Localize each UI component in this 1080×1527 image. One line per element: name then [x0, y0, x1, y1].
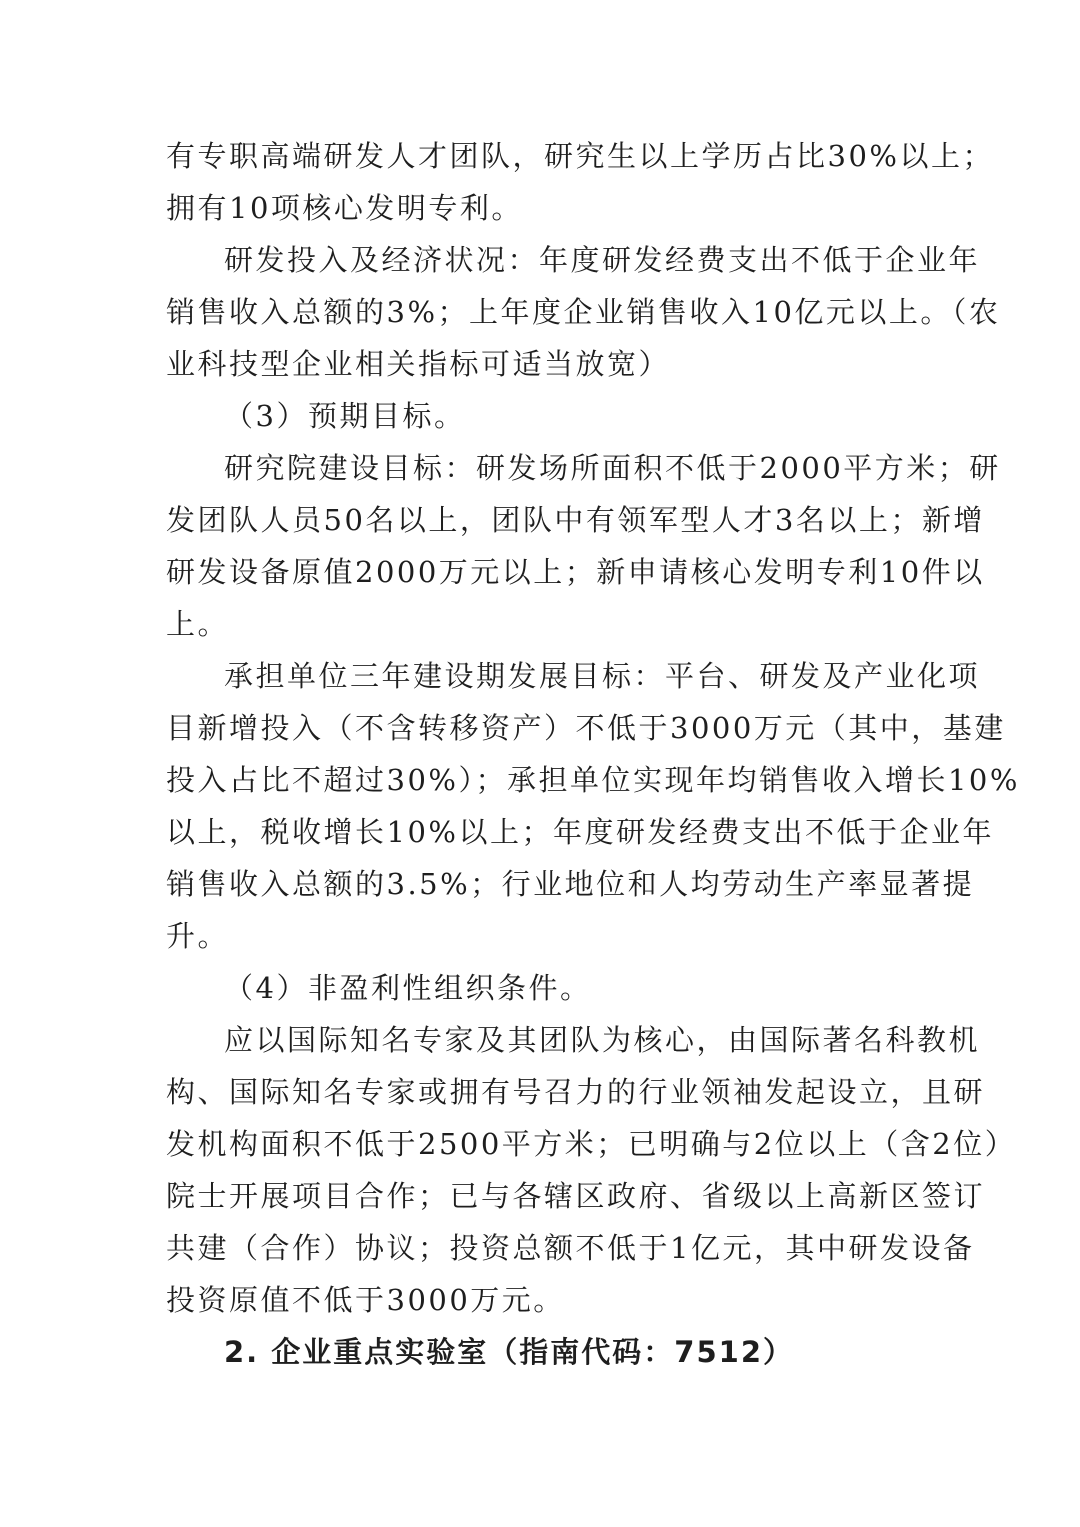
- paragraph-line: 销售收入总额的3%；上年度企业销售收入10亿元以上。（农: [166, 295, 1001, 329]
- paragraph-line: 院士开展项目合作；已与各辖区政府、省级以上高新区签订: [166, 1179, 986, 1213]
- paragraph-line: 承担单位三年建设期发展目标：平台、研发及产业化项: [224, 659, 981, 693]
- paragraph-line: 研发设备原值2000万元以上；新申请核心发明专利10件以: [166, 555, 985, 589]
- paragraph-line: 发团队人员50名以上，团队中有领军型人才3名以上；新增: [166, 503, 985, 537]
- section-subtitle: （3）预期目标。: [224, 399, 466, 433]
- paragraph-line: 共建（合作）协议；投资总额不低于1亿元，其中研发设备: [166, 1231, 975, 1265]
- paragraph-line: 上。: [166, 607, 230, 641]
- paragraph-line: 研发投入及经济状况：年度研发经费支出不低于企业年: [224, 243, 981, 277]
- document-body: [166, 130, 1020, 1378]
- paragraph-line: 销售收入总额的3.5%；行业地位和人均劳动生产率显著提: [166, 867, 975, 901]
- paragraph-line: 构、国际知名专家或拥有号召力的行业领袖发起设立，且研: [166, 1075, 986, 1109]
- paragraph-line: 目新增投入（不含转移资产）不低于3000万元（其中，基建: [166, 711, 1006, 745]
- paragraph-line: 发机构面积不低于2500平方米；已明确与2位以上（含2位）: [166, 1127, 1017, 1161]
- paragraph-line: 研究院建设目标：研发场所面积不低于2000平方米；研: [224, 451, 1001, 485]
- paragraph-line: 升。: [166, 919, 230, 953]
- paragraph-line: 有专职高端研发人才团队，研究生以上学历占比30%以上；: [166, 139, 994, 173]
- paragraph-line: 以上，税收增长10%以上；年度研发经费支出不低于企业年: [166, 815, 994, 849]
- paragraph-line: 拥有10项核心发明专利。: [166, 191, 523, 225]
- paragraph-line: 投资原值不低于3000万元。: [166, 1283, 565, 1317]
- paragraph-line: 应以国际知名专家及其团队为核心，由国际著名科教机: [224, 1023, 981, 1057]
- paragraph-line: 业科技型企业相关指标可适当放宽）: [166, 347, 671, 381]
- paragraph-line: 投入占比不超过30%）；承担单位实现年均销售收入增长10%: [166, 763, 1020, 797]
- section-subtitle: （4）非盈利性组织条件。: [224, 971, 592, 1005]
- section-heading: 2. 企业重点实验室（指南代码：7512）: [224, 1335, 795, 1369]
